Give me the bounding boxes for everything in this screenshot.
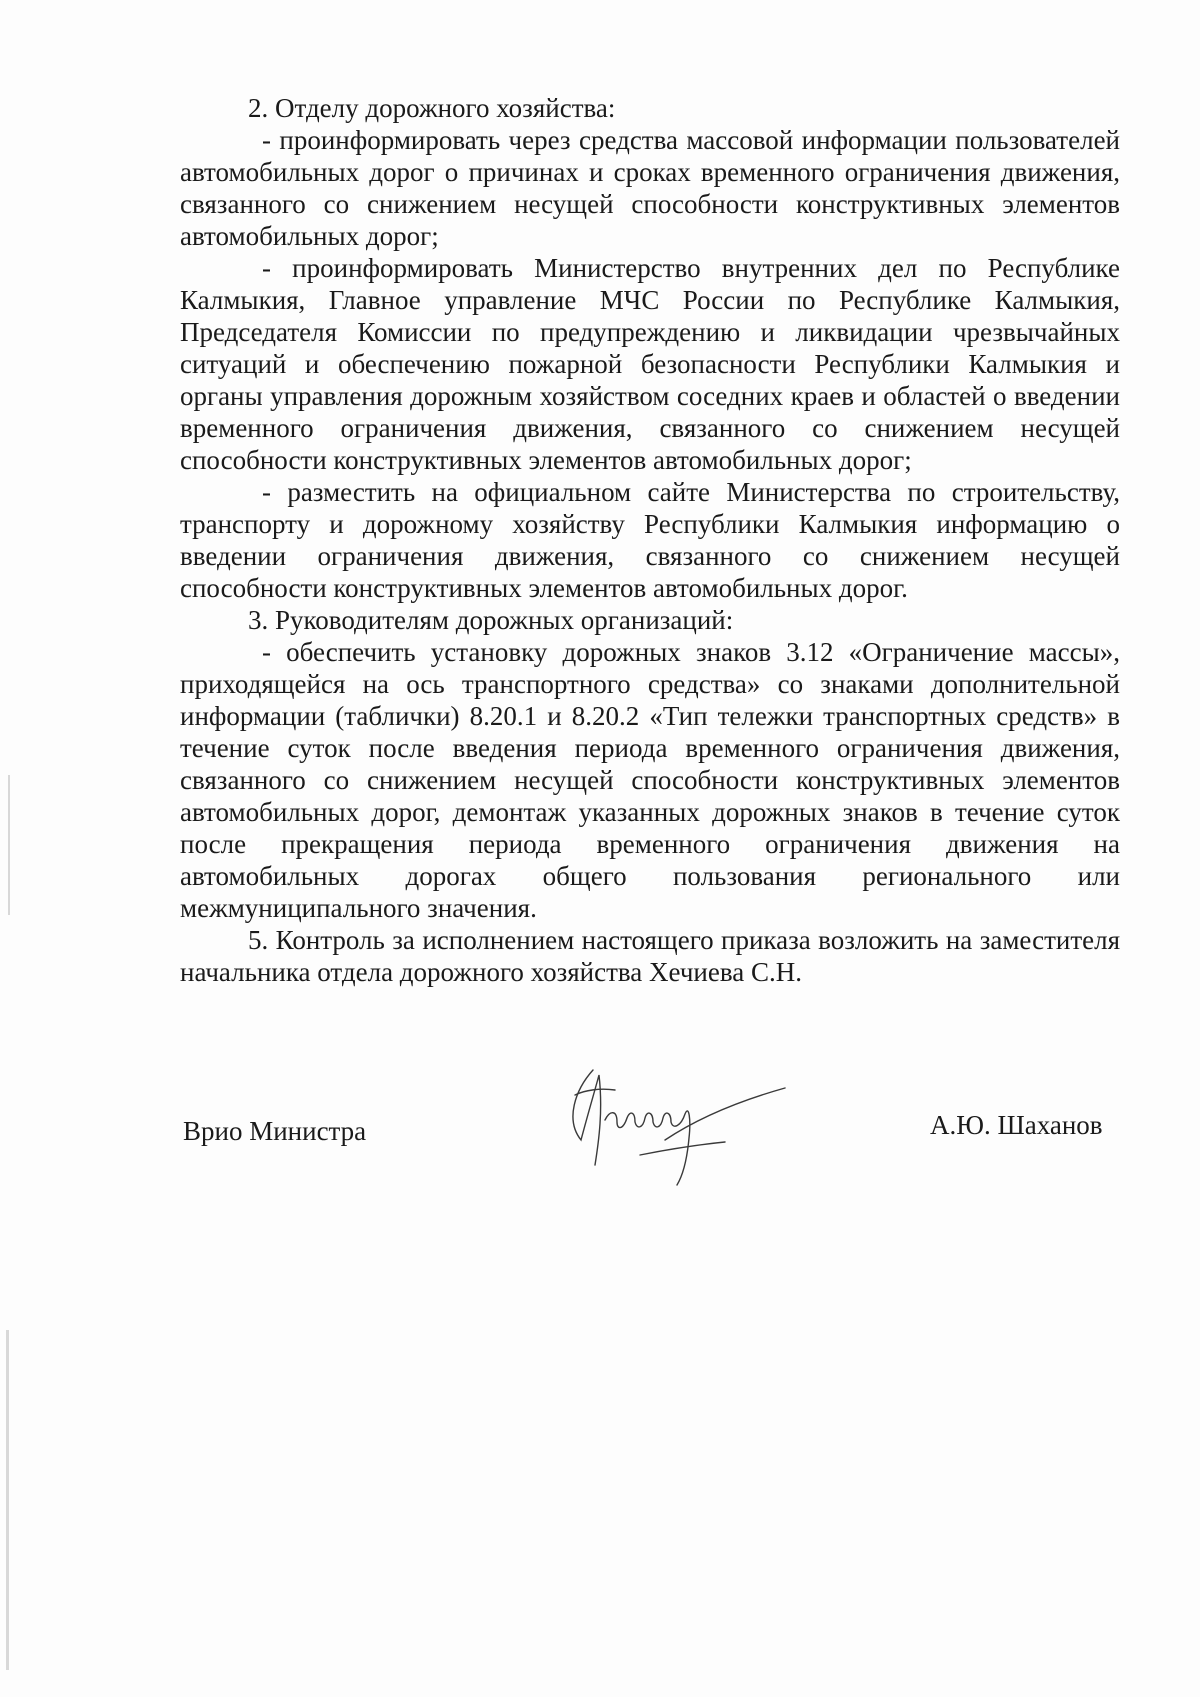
section-2-item-3: - разместить на официальном сайте Министерства по строительству, транспорту и дорожному хозяйству Республики Калмыкия информацию о введении ограничения движения, связанного со снижением несущей способности конструктивных элементов автомобильных дорог. bbox=[180, 477, 1120, 603]
section-2-item-1: - проинформировать через средства массовой информации пользователей автомобильных дорог о причинах и сроках временного ограничения движения, связанного со снижением несущей способности конструктивных элементов автомобильных дорог; bbox=[180, 125, 1120, 251]
signer-position: Врио Министра bbox=[183, 1116, 367, 1146]
section-3-item-1: - обеспечить установку дорожных знаков 3.12 «Ограничение массы», приходящейся на ось транспортного средства» со знаками дополнительной информации (таблички) 8.20.1 и 8.20.2 «Тип тележки транспортных средств» в течение суток после введения периода временного ограничения движения, связанного со снижением несущей способности конструктивных элементов автомобильных дорог, демонтаж указанных дорожных знаков в течение суток после прекращения периода временного ограничения движения на автомобильных дорогах общего пользования регионального или межмуниципального значения. bbox=[180, 637, 1120, 923]
section-3-heading: 3. Руководителям дорожных организаций: bbox=[248, 605, 734, 635]
section-5-paragraph: 5. Контроль за исполнением настоящего приказа возложить на заместителя начальника отдела дорожного хозяйства Хечиева С.Н. bbox=[180, 925, 1120, 987]
section-2-item-2: - проинформировать Министерство внутренних дел по Республике Калмыкия, Главное управление МЧС России по Республике Калмыкия, Председателя Комиссии по предупреждению и ликвидации чрезвычайных ситуаций и обеспечению пожарной безопасности Республики Калмыкия и органы управления дорожным хозяйством соседних краев и областей о введении временного ограничения движения, связанного со снижением несущей способности конструктивных элементов автомобильных дорог; bbox=[180, 253, 1120, 475]
document-body bbox=[180, 92, 1120, 988]
scan-edge-mark bbox=[8, 775, 10, 915]
section-2-heading: 2. Отделу дорожного хозяйства: bbox=[248, 93, 616, 123]
scan-edge-mark bbox=[6, 1330, 9, 1670]
signer-name: А.Ю. Шаханов bbox=[930, 1110, 1103, 1140]
signature-row bbox=[0, 1110, 1200, 1190]
